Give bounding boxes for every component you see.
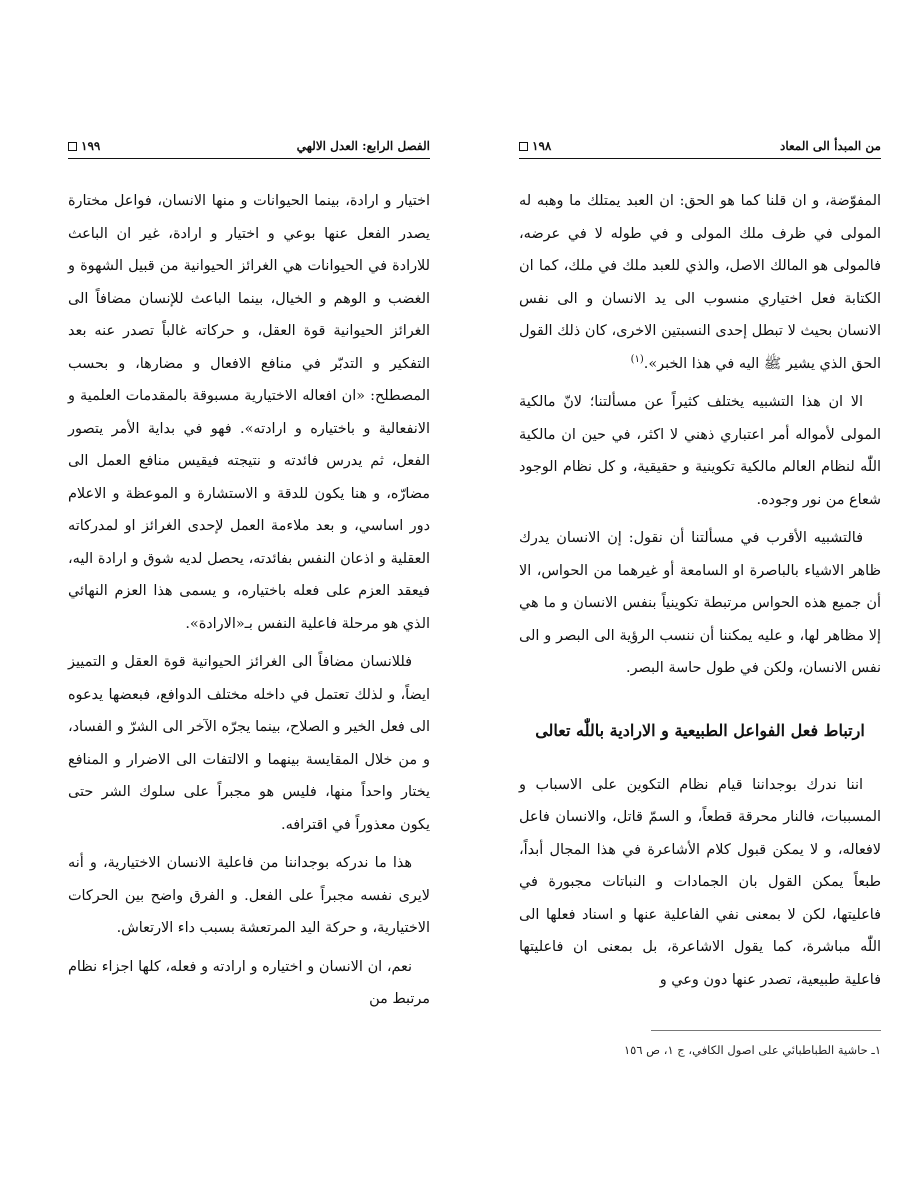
page-box-icon	[68, 142, 77, 151]
left-paragraph-4: نعم، ان الانسان و اختياره و ارادته و فعله، كلها اجزاء نظام مرتبط من	[68, 958, 430, 1007]
right-page-number: ١٩٨	[532, 139, 552, 153]
left-header-title: الفصل الرابع: العدل الالهي	[296, 139, 430, 153]
left-paragraph-1: اختيار و ارادة، بينما الحيوانات و منها الانسان، فواعل مختارة يصدر الفعل عنها بوعي و اختيار و ارادة، غير ان الباعث للارادة في الحيوانات هي الغرائز الحيوانية من قبيل الشهوة و الغضب و الوهم و الخيال، بينما الباعث للإنسان مضافاً الى الغرائز الحيوانية قوة العقل، و حركاته غالباً تصدر عنه بعد التفكير و التدبّر في منافع الافعال و مضارها، و بحسب المصطلح: «ان افعاله الاختيارية مسبوقة بالمقدمات العلمية و الانفعالية و باختياره و ارادته». فهو في بداية الأمر يتصور الفعل، ثم يدرس فائدته و نتيجته فيقيس منافع العمل الى مضارّه، و هنا يكون للدقة و الاستشارة و الموعظة و الاعلام دور اساسي، و بعد ملاءمة العمل لإحدى الغرائز او لمدركاته العقلية و اذعان النفس بفائدته، يحصل لديه شوق و ارادة اليه، فيعقد العزم على فعله باختياره، و يسمى هذا العزم النهائي الذي هو مرحلة فاعلية النفس بـ«الارادة».	[68, 193, 430, 632]
right-header-title: من المبدأ الى المعاد	[780, 139, 881, 153]
left-paragraph-3: هذا ما ندركه بوجداننا من فاعلية الانسان الاختيارية، و أنه لايرى نفسه مجبراً على الفعل. و الفرق واضح بين الحركات الاختيارية، و حركة اليد المرتعشة بسبب داء الارتعاش.	[68, 855, 430, 936]
right-page	[519, 138, 881, 1059]
page-box-icon	[519, 142, 528, 151]
right-paragraph-1	[519, 185, 881, 380]
left-paragraph-2: فللانسان مضافاً الى الغرائز الحيوانية قوة العقل و التمييز ايضاً، و لذلك تعتمل في داخله مختلف الدوافع، فبعضها يدعوه الى فعل الخير و الصلاح، بينما يجرّه الآخر الى الشرّ و الفساد، و من خلال المقايسة بينهما و الالتفات الى الاضرار و المنافع يختار واحداً منها، فليس هو مجبراً على سلوك الشر حتى يكون معذوراً في اقترافه.	[68, 654, 430, 833]
left-page-number-group	[68, 139, 100, 153]
footnote-marker: (١)	[630, 353, 644, 365]
right-paragraph-1-text: المفوّضة، و ان قلنا كما هو الحق: ان العبد يمتلك ما وهبه له المولى في ظرف ملك المولى و في طوله لا في عرضه، فالمولى هو المالك الاصل، والذي للعبد ملك في ملك، كما ان الكتابة فعل اختياري منسوب الى يد الانسان و الى نفس الانسان بحيث لا تبطل إحدى النسبتين الاخرى، كان ذلك القول الحق الذي يشير ﷺ اليه في هذا الخبر».	[519, 193, 881, 372]
right-body-continued	[519, 769, 881, 997]
right-paragraph-2: الا ان هذا التشبيه يختلف كثيراً عن مسألتنا؛ لانّ مالكية المولى لأمواله أمر اعتباري ذهني لا اكثر، في حين ان مالكية اللّٰه لنظام العالم مالكية تكوينية و حقيقية، و كل نظام الوجود شعاع من نور وجوده.	[519, 394, 881, 508]
left-page	[68, 138, 430, 1022]
left-running-head	[68, 138, 430, 159]
right-paragraph-3: فالتشبيه الأقرب في مسألتنا أن نقول: إن الانسان يدرك ظاهر الاشياء بالباصرة او السامعة أو غيرهما من الحواس، الا أن جميع هذه الحواس مرتبطة تكوينياً بنفس الانسان و ما هي إلا مظاهر لها، و عليه يمكننا أن ننسب الرؤية الى البصر و الى نفس الانسان، ولكن في طول حاسة البصر.	[519, 530, 881, 676]
right-body	[519, 185, 881, 685]
footnote-divider	[651, 1030, 881, 1031]
footnote: ١ـ حاشية الطباطبائي على اصول الكافي، ج ١، ص ١٥٦	[624, 1043, 881, 1057]
right-paragraph-4: اننا ندرك بوجداننا قيام نظام التكوين على الاسباب و المسببات، فالنار محرقة قطعاً، و السمّ قاتل، والانسان فاعل لافعاله، و لا يمكن قبول كلام الأشاعرة في هذا المجال أبداً، طبعاً يمكن القول بان الجمادات و النباتات مجبورة في فاعليتها، لكن لا بمعنى نفي الفاعلية عنها و اسناد فعلها الى اللّٰه مباشرة، كما يقول الاشاعرة، بل بمعنى ان فاعليتها فاعلية طبيعية، تصدر عنها دون وعي و	[519, 776, 881, 988]
section-heading: ارتباط فعل الفواعل الطبيعية و الارادية باللّٰه تعالى	[535, 720, 865, 740]
left-page-number: ١٩٩	[81, 139, 101, 153]
left-body	[68, 185, 430, 1016]
right-running-head	[519, 138, 881, 159]
right-page-number-group	[519, 139, 551, 153]
